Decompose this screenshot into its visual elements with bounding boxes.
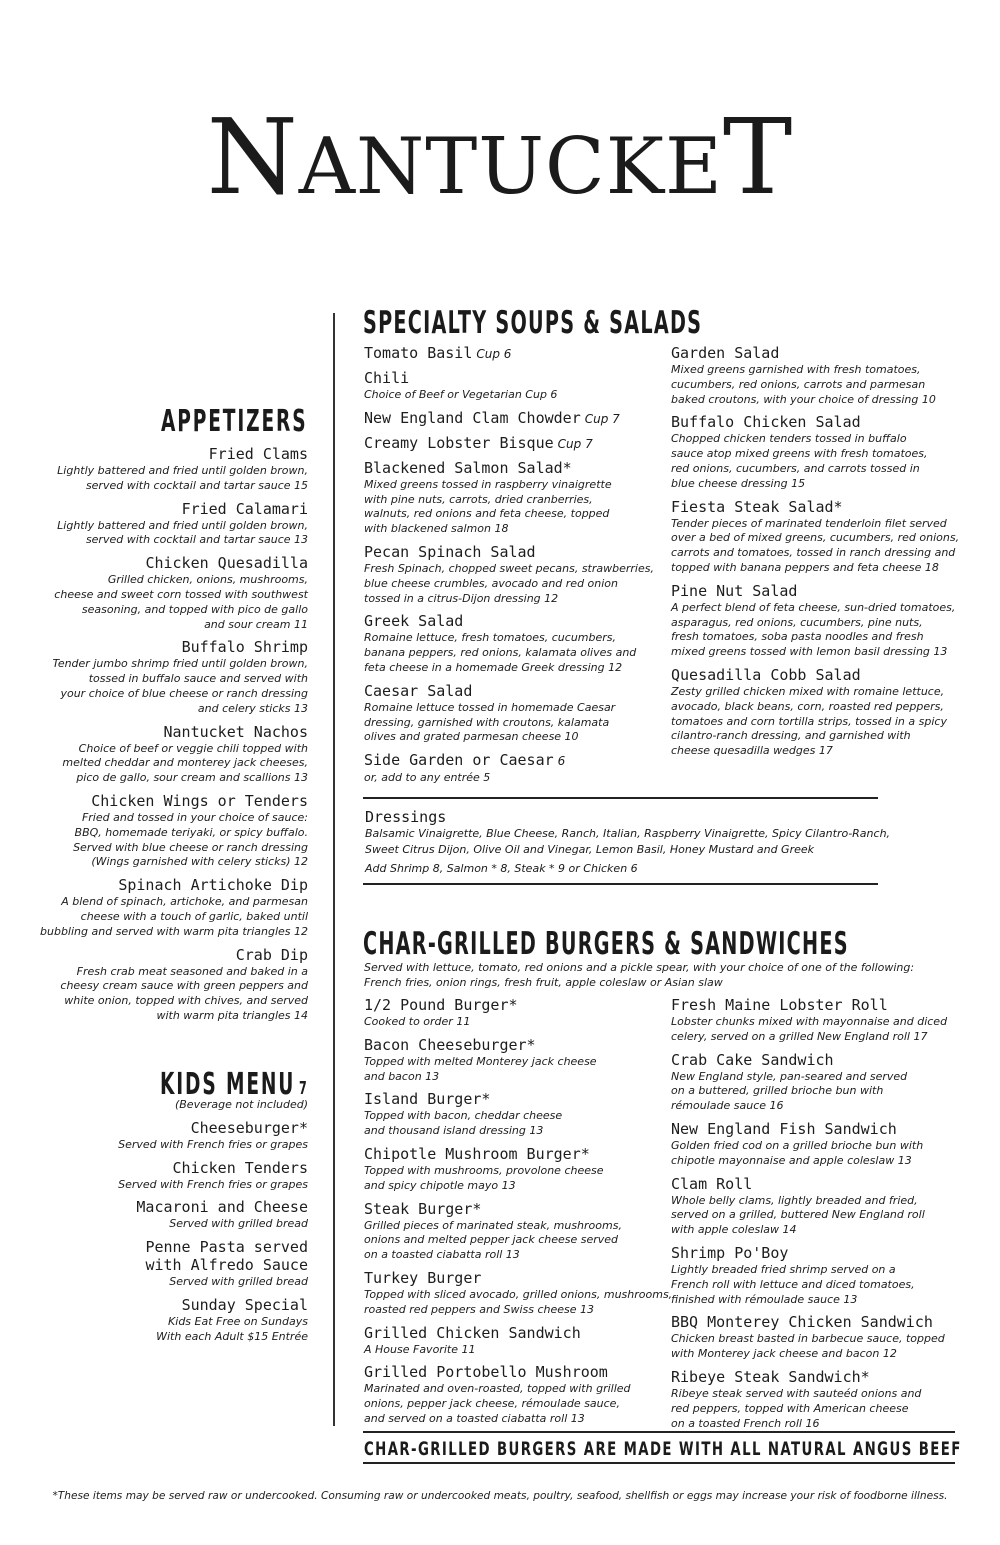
menu-item-description: and served on a toasted ciabatta roll 13: [364, 1411, 585, 1425]
menu-item-description: blue cheese crumbles, avocado and red onion: [364, 576, 619, 590]
menu-item: [40, 793, 308, 870]
menu-item-name: [364, 1270, 672, 1287]
menu-item: [364, 435, 654, 453]
menu-item-name: [671, 997, 947, 1014]
menu-item-name: [364, 410, 654, 428]
menu-item-description: walnuts, red onions and feta cheese, topped: [364, 507, 610, 521]
menu-item-name: [364, 460, 654, 477]
menu-item: [40, 877, 308, 939]
menu-item: [364, 544, 654, 606]
item-name-text: Caesar Salad: [364, 681, 473, 700]
menu-item-name: [671, 1121, 947, 1138]
menu-item-description: Served with French fries or grapes: [118, 1177, 308, 1191]
menu-item-description: served on a grilled, buttered New England roll: [671, 1208, 925, 1222]
item-name-text: BBQ Monterey Chicken Sandwich: [671, 1313, 933, 1332]
menu-item: [671, 1245, 947, 1307]
menu-item-description: seasoning, and topped with pico de gallo: [81, 602, 308, 616]
menu-item-name: [118, 1239, 308, 1256]
menu-item-description: Zesty grilled chicken mixed with romaine lettuce,: [671, 684, 945, 698]
menu-item-description: Ribeye steak served with sauteéd onions and: [671, 1386, 922, 1400]
item-name-text: Grilled Chicken Sandwich: [364, 1323, 581, 1342]
menu-item-description: finished with rémoulade sauce 13: [671, 1292, 858, 1306]
menu-item-name: [40, 793, 308, 810]
kids-heading: [160, 1067, 309, 1102]
item-name-text: Chipotle Mushroom Burger*: [364, 1144, 590, 1163]
menu-item-description: red peppers, topped with American cheese: [671, 1401, 909, 1415]
menu-item-description: Grilled pieces of marinated steak, mushrooms,: [364, 1218, 622, 1232]
menu-item-description: with pine nuts, carrots, dried cranberries,: [364, 492, 593, 506]
menu-item-name: [118, 1120, 308, 1137]
item-name-text: Fried Clams: [208, 445, 308, 463]
menu-item-name: [118, 1160, 308, 1177]
menu-item: [364, 460, 654, 537]
menu-item-description: dressing, garnished with croutons, kalamata: [364, 715, 610, 729]
item-name-text: Side Garden or Caesar: [364, 751, 554, 770]
menu-item-description: bubbling and served with warm pita triangles 12: [40, 924, 308, 938]
menu-item: [364, 613, 654, 675]
menu-item-description: melted cheddar and monterey jack cheeses,: [62, 756, 308, 770]
menu-item: [671, 499, 959, 576]
menu-item-description: Golden fried cod on a grilled brioche bun with: [671, 1138, 924, 1152]
item-name-text: Sunday Special: [181, 1295, 308, 1314]
menu-item-name: [364, 1146, 672, 1163]
menu-item-name: [671, 1314, 947, 1331]
item-name-text: Quesadilla Cobb Salad: [671, 665, 861, 684]
menu-item-description: Lightly breaded fried shrimp served on a: [671, 1262, 896, 1276]
menu-item-description: white onion, topped with chives, and served: [64, 994, 308, 1008]
menu-item: [118, 1120, 308, 1153]
item-name-text: Ribeye Steak Sandwich*: [671, 1367, 870, 1386]
menu-item-description: A perfect blend of feta cheese, sun-dried tomatoes,: [671, 600, 956, 614]
burgers-footer: CHAR-GRILLED BURGERS ARE MADE WITH ALL NATURAL ANGUS BEEF: [364, 1438, 962, 1460]
menu-item-name: [364, 683, 654, 700]
menu-item-description: Served with grilled bread: [169, 1275, 308, 1289]
menu-item-description: or, add to any entrée 5: [364, 771, 491, 785]
dressings-block: [365, 808, 890, 875]
menu-item-price: Cup 7: [584, 411, 620, 426]
menu-item-description: with Monterey jack cheese and bacon 12: [671, 1347, 897, 1361]
soups-right-column: [671, 345, 959, 766]
burgers-heading: CHAR-GRILLED BURGERS & SANDWICHES: [363, 926, 849, 962]
menu-item-description: Fresh crab meat seasoned and baked in a: [76, 964, 308, 978]
menu-item-description: tossed in buffalo sauce and served with: [88, 672, 308, 686]
burgers-intro: [364, 961, 914, 991]
menu-item-description: and sour cream 11: [204, 617, 308, 631]
menu-item: [364, 1091, 672, 1139]
menu-item: [364, 345, 654, 363]
menu-item: [40, 947, 308, 1024]
menu-item-description: Served with blue cheese or ranch dressing: [73, 840, 308, 854]
menu-item: [364, 1201, 672, 1263]
item-name-text: Pine Nut Salad: [671, 581, 798, 600]
restaurant-title: [0, 96, 1000, 218]
menu-item-description: Fried and tossed in your choice of sauce:: [81, 810, 308, 824]
item-name-text: Fried Calamari: [181, 499, 308, 518]
menu-item-name: [364, 544, 654, 561]
menu-item-description: Topped with sliced avocado, grilled onions, mushrooms,: [364, 1287, 673, 1301]
kids-list: [118, 1098, 308, 1352]
item-name-text: Turkey Burger: [364, 1268, 482, 1287]
item-name-text: Crab Dip: [235, 945, 308, 964]
menu-item-description: banana peppers, red onions, kalamata olives and: [364, 646, 637, 660]
menu-item: [364, 410, 654, 428]
menu-item-name: [364, 370, 654, 387]
menu-item-description: and bacon 13: [364, 1069, 440, 1083]
item-name-text: Chicken Wings or Tenders: [91, 791, 308, 810]
menu-item-description: Chopped chicken tenders tossed in buffalo: [671, 432, 907, 446]
menu-item-name: [364, 1091, 672, 1108]
menu-item: [364, 1146, 672, 1194]
item-name-text: Blackened Salmon Salad*: [364, 458, 572, 477]
menu-item-description: olives and grated parmesan cheese 10: [364, 730, 579, 744]
dressings-bottom-rule: [363, 883, 878, 885]
kids-note: (Beverage not included): [174, 1098, 308, 1111]
menu-item-description: Topped with bacon, cheddar cheese: [364, 1109, 563, 1123]
menu-item-description: with blackened salmon 18: [364, 522, 509, 536]
menu-item-description: Romaine lettuce, fresh tomatoes, cucumbers,: [364, 631, 617, 645]
disclaimer: *These items may be served raw or undercooked. Consuming raw or undercooked meats, poultry, seafood, shellfish or eggs may increase your risk of foodborne illness.: [52, 1490, 948, 1502]
menu-item-description: Whole belly clams, lightly breaded and fried,: [671, 1193, 918, 1207]
menu-item-name: [364, 613, 654, 630]
menu-item-description: chipotle mayonnaise and apple coleslaw 13: [671, 1153, 912, 1167]
menu-item-name: [40, 947, 308, 964]
menu-item: [364, 683, 654, 745]
menu-item-name: [40, 877, 308, 894]
burgers-footer-top-rule: [363, 1431, 955, 1433]
menu-item-name: [118, 1199, 308, 1216]
item-name-text: Island Burger*: [364, 1090, 491, 1109]
appetizers-list: [40, 446, 308, 1031]
dressings-line-1: Balsamic Vinaigrette, Blue Cheese, Ranch, Italian, Raspberry Vinaigrette, Spicy Cilantro-Ranch,: [365, 827, 891, 840]
dressings-add-ons: Add Shrimp 8, Salmon * 8, Steak * 9 or Chicken 6: [365, 862, 638, 875]
menu-item-description: Tender jumbo shrimp fried until golden brown,: [52, 657, 308, 671]
menu-item: [364, 997, 672, 1030]
menu-item-description: and spicy chipotle mayo 13: [364, 1178, 516, 1192]
menu-item-description: topped with banana peppers and feta cheese 18: [671, 560, 939, 574]
burgers-footer-bottom-rule: [363, 1462, 955, 1464]
menu-item-description: blue cheese dressing 15: [671, 476, 806, 490]
item-name-text: Grilled Portobello Mushroom: [364, 1363, 608, 1382]
menu-item-name: [364, 1037, 672, 1054]
menu-item-name: [671, 1369, 947, 1386]
menu-item-description: served with cocktail and tartar sauce 15: [85, 478, 308, 492]
menu-item: [118, 1199, 308, 1232]
menu-item-description: New England style, pan-seared and served: [671, 1069, 908, 1083]
item-name-text: Spinach Artichoke Dip: [118, 876, 308, 895]
menu-item-description: sauce atop mixed greens with fresh tomatoes,: [671, 447, 928, 461]
menu-item-description: your choice of blue cheese or ranch dressing: [60, 686, 308, 700]
menu-item-description: pico de gallo, sour cream and scallions 13: [76, 771, 308, 785]
menu-item-description: French roll with lettuce and diced tomatoes,: [671, 1277, 915, 1291]
menu-item: [671, 1052, 947, 1114]
menu-item-description: and thousand island dressing 13: [364, 1124, 544, 1138]
menu-item: [118, 1239, 308, 1290]
item-name-text: Chicken Quesadilla: [145, 554, 308, 573]
item-name-text: New England Fish Sandwich: [671, 1119, 897, 1138]
menu-item-description: Lobster chunks mixed with mayonnaise and diced: [671, 1015, 948, 1028]
appetizers-heading: APPETIZERS: [161, 404, 308, 439]
menu-item-description: fresh tomatoes, soba pasta noodles and fresh: [671, 630, 924, 644]
menu-item-name: [364, 345, 654, 363]
item-name-text: Tomato Basil: [364, 344, 473, 362]
menu-item: [40, 501, 308, 549]
menu-item: [671, 583, 959, 660]
menu-item-description: A House Favorite 11: [364, 1342, 476, 1356]
menu-item-description: Fresh Spinach, chopped sweet pecans, strawberries,: [364, 561, 654, 575]
menu-item-description: onions, pepper jack cheese, rémoulade sauce,: [364, 1397, 620, 1411]
menu-item-name: [671, 1176, 947, 1193]
menu-item-description: cheese quesadilla wedges 17: [671, 744, 833, 758]
menu-item-description: avocado, black beans, corn, roasted red peppers,: [671, 699, 944, 713]
menu-item-description: feta cheese in a homemade Greek dressing 12: [364, 660, 623, 674]
menu-item-description: asparagus, red onions, cucumbers, pine nuts,: [671, 615, 923, 629]
menu-item-name-line-2: with Alfredo Sauce: [145, 1256, 308, 1275]
menu-item-name: [671, 1052, 947, 1069]
title-last-letter: T: [722, 96, 794, 218]
menu-item-description: on a buttered, grilled brioche bun with: [671, 1084, 884, 1098]
item-name-text: New England Clam Chowder: [364, 408, 581, 427]
menu-item-description: A blend of spinach, artichoke, and parmesan: [61, 895, 308, 909]
menu-item-description: Served with French fries or grapes: [118, 1137, 308, 1151]
menu-item-name: [671, 414, 959, 431]
menu-item: [364, 752, 654, 786]
menu-item-description: on a toasted French roll 16: [671, 1416, 820, 1430]
menu-item: [40, 724, 308, 786]
menu-item-description: cheesy cream sauce with green peppers and: [60, 979, 308, 993]
menu-item-name: [364, 1325, 672, 1342]
menu-item: [40, 446, 308, 494]
item-name-text: Clam Roll: [671, 1174, 753, 1193]
menu-item: [364, 1325, 672, 1358]
item-name-text: Fresh Maine Lobster Roll: [671, 996, 888, 1014]
menu-item-description: onions and melted pepper jack cheese served: [364, 1233, 619, 1247]
menu-item-description: Tender pieces of marinated tenderloin filet served: [671, 516, 947, 530]
menu-item-description: red onions, cucumbers, and carrots tossed in: [671, 461, 920, 475]
menu-item-description: mixed greens tossed with lemon basil dressing 13: [671, 645, 948, 659]
menu-item-description: and celery sticks 13: [197, 701, 308, 715]
item-name-text: Garden Salad: [671, 344, 780, 362]
menu-item-description: Choice of beef or veggie chili topped with: [78, 741, 308, 755]
menu-item-description: cilantro-ranch dressing, and garnished with: [671, 729, 911, 743]
menu-item-name: [364, 752, 654, 770]
item-name-text: Shrimp Po'Boy: [671, 1243, 789, 1262]
item-name-text: Steak Burger*: [364, 1199, 482, 1218]
menu-item: [364, 1270, 672, 1318]
menu-item-price: Cup 6: [476, 347, 512, 361]
menu-item-description: Marinated and oven-roasted, topped with grilled: [364, 1382, 631, 1396]
menu-item-description: Lightly battered and fried until golden brown,: [57, 464, 308, 477]
menu-item-description: rémoulade sauce 16: [671, 1099, 784, 1113]
menu-item-description: BBQ, homemade teriyaki, or spicy buffalo.: [74, 825, 308, 839]
menu-item-name: [40, 555, 308, 572]
menu-item-name: [118, 1297, 308, 1314]
menu-item-description: Served with grilled bread: [169, 1217, 308, 1231]
menu-item-description: with warm pita triangles 14: [156, 1008, 308, 1022]
menu-item-name: [40, 724, 308, 741]
menu-item-name: [671, 1245, 947, 1262]
menu-item-description: With each Adult $15 Entrée: [156, 1329, 308, 1343]
menu-item-description: Chicken breast basted in barbecue sauce, topped: [671, 1332, 945, 1346]
menu-item-price: 6: [557, 754, 566, 769]
menu-item-price: Cup 7: [557, 436, 593, 451]
item-name-text: Pecan Spinach Salad: [364, 542, 536, 561]
menu-item-description: roasted red peppers and Swiss cheese 13: [364, 1302, 595, 1316]
burgers-right-column: [671, 997, 947, 1438]
menu-item-name: [364, 435, 654, 453]
menu-item-name: [364, 1201, 672, 1218]
menu-item-description: Choice of Beef or Vegetarian Cup 6: [364, 388, 558, 401]
menu-item: [118, 1297, 308, 1345]
column-divider: [333, 313, 335, 1426]
item-name-text: Buffalo Shrimp: [181, 638, 308, 657]
item-name-text: Bacon Cheeseburger*: [364, 1035, 536, 1054]
item-name-text: Macaroni and Cheese: [136, 1198, 308, 1217]
menu-item: [40, 639, 308, 716]
menu-item: [671, 997, 947, 1045]
dressings-line-2: Sweet Citrus Dijon, Olive Oil and Vinegar, Lemon Basil, Honey Mustard and Greek: [365, 842, 814, 856]
menu-item-name: [40, 446, 308, 463]
item-name-text: Creamy Lobster Bisque: [364, 433, 554, 452]
menu-item-description: Topped with melted Monterey jack cheese: [364, 1054, 597, 1068]
menu-item-name: [671, 499, 959, 516]
menu-item: [364, 1364, 672, 1426]
menu-item: [671, 1121, 947, 1169]
menu-item-description: on a toasted ciabatta roll 13: [364, 1248, 520, 1262]
burgers-intro-line-2: French fries, onion rings, fresh fruit, apple coleslaw or Asian slaw: [364, 975, 723, 989]
item-name-text: Buffalo Chicken Salad: [671, 413, 861, 432]
soups-heading: SPECIALTY SOUPS & SALADS: [363, 305, 703, 341]
item-name-text: Cheeseburger*: [190, 1118, 308, 1137]
menu-item-description: Lightly battered and fried until golden brown,: [57, 518, 308, 532]
burgers-intro-line-1: Served with lettuce, tomato, red onions and a pickle spear, with your choice of one of the following:: [364, 961, 915, 974]
menu-item-name: [671, 583, 959, 600]
menu-item-description: tomatoes and corn tortilla strips, tossed in a spicy: [671, 714, 947, 728]
menu-item-description: carrots and tomatoes, tossed in ranch dressing and: [671, 546, 956, 560]
menu-item: [671, 1369, 947, 1431]
item-name-text: Penne Pasta served: [145, 1238, 308, 1257]
kids-price: 7: [298, 1078, 309, 1099]
menu-item-name: [671, 667, 959, 684]
menu-item: [118, 1160, 308, 1193]
menu-item: [364, 370, 654, 403]
item-name-text: Greek Salad: [364, 612, 464, 631]
item-name-text: Chicken Tenders: [172, 1158, 308, 1177]
item-name-text: Chili: [364, 369, 410, 387]
menu-item-name: [364, 1364, 672, 1381]
dressings-title: Dressings: [365, 808, 447, 826]
menu-item-description: served with cocktail and tartar sauce 13: [85, 533, 308, 547]
menu-item-description: Grilled chicken, onions, mushrooms,: [107, 573, 308, 587]
menu-item-description: Mixed greens garnished with fresh tomatoes,: [671, 363, 921, 376]
menu-item-description: tossed in a citrus-Dijon dressing 12: [364, 591, 559, 605]
menu-item-description: (Wings garnished with celery sticks) 12: [91, 855, 308, 869]
menu-item-description: cheese and sweet corn tossed with southwest: [54, 587, 308, 601]
menu-item: [364, 1037, 672, 1085]
item-name-text: Crab Cake Sandwich: [671, 1050, 834, 1069]
menu-item: [671, 345, 959, 407]
menu-item-description: with apple coleslaw 14: [671, 1223, 797, 1237]
menu-item-name: [671, 345, 959, 362]
menu-item-description: cucumbers, red onions, carrots and parmesan: [671, 377, 926, 391]
menu-item-description: over a bed of mixed greens, cucumbers, red onions,: [671, 531, 960, 545]
menu-item: [671, 1176, 947, 1238]
menu-item-description: Topped with mushrooms, provolone cheese: [364, 1163, 604, 1177]
menu-item-description: cheese with a touch of garlic, baked until: [80, 909, 308, 923]
menu-item-description: baked croutons, with your choice of dressing 10: [671, 392, 936, 406]
dressings-top-rule: [363, 797, 878, 799]
menu-item: [671, 667, 959, 759]
menu-item-description: Kids Eat Free on Sundays: [168, 1314, 308, 1328]
menu-item: [671, 414, 959, 491]
menu-item: [40, 555, 308, 632]
item-name-text: Nantucket Nachos: [163, 722, 308, 741]
title-first-letter: N: [206, 96, 299, 218]
menu-item-name: [40, 639, 308, 656]
menu-item-description: Mixed greens tossed in raspberry vinaigrette: [364, 477, 612, 491]
menu-item-name: [40, 501, 308, 518]
menu-item: [671, 1314, 947, 1362]
kids-title: KIDS MENU: [160, 1067, 296, 1102]
menu-item-name: [364, 997, 672, 1014]
menu-item-description: celery, served on a grilled New England roll 17: [671, 1029, 928, 1043]
menu-item-description: Cooked to order 11: [364, 1015, 471, 1028]
title-middle: ANTUCKE: [298, 122, 723, 212]
burgers-left-column: [364, 997, 672, 1434]
menu-item-description: Romaine lettuce tossed in homemade Caesar: [364, 700, 616, 714]
item-name-text: 1/2 Pound Burger*: [364, 996, 518, 1014]
item-name-text: Fiesta Steak Salad*: [671, 497, 843, 516]
soups-left-column: [364, 345, 654, 793]
